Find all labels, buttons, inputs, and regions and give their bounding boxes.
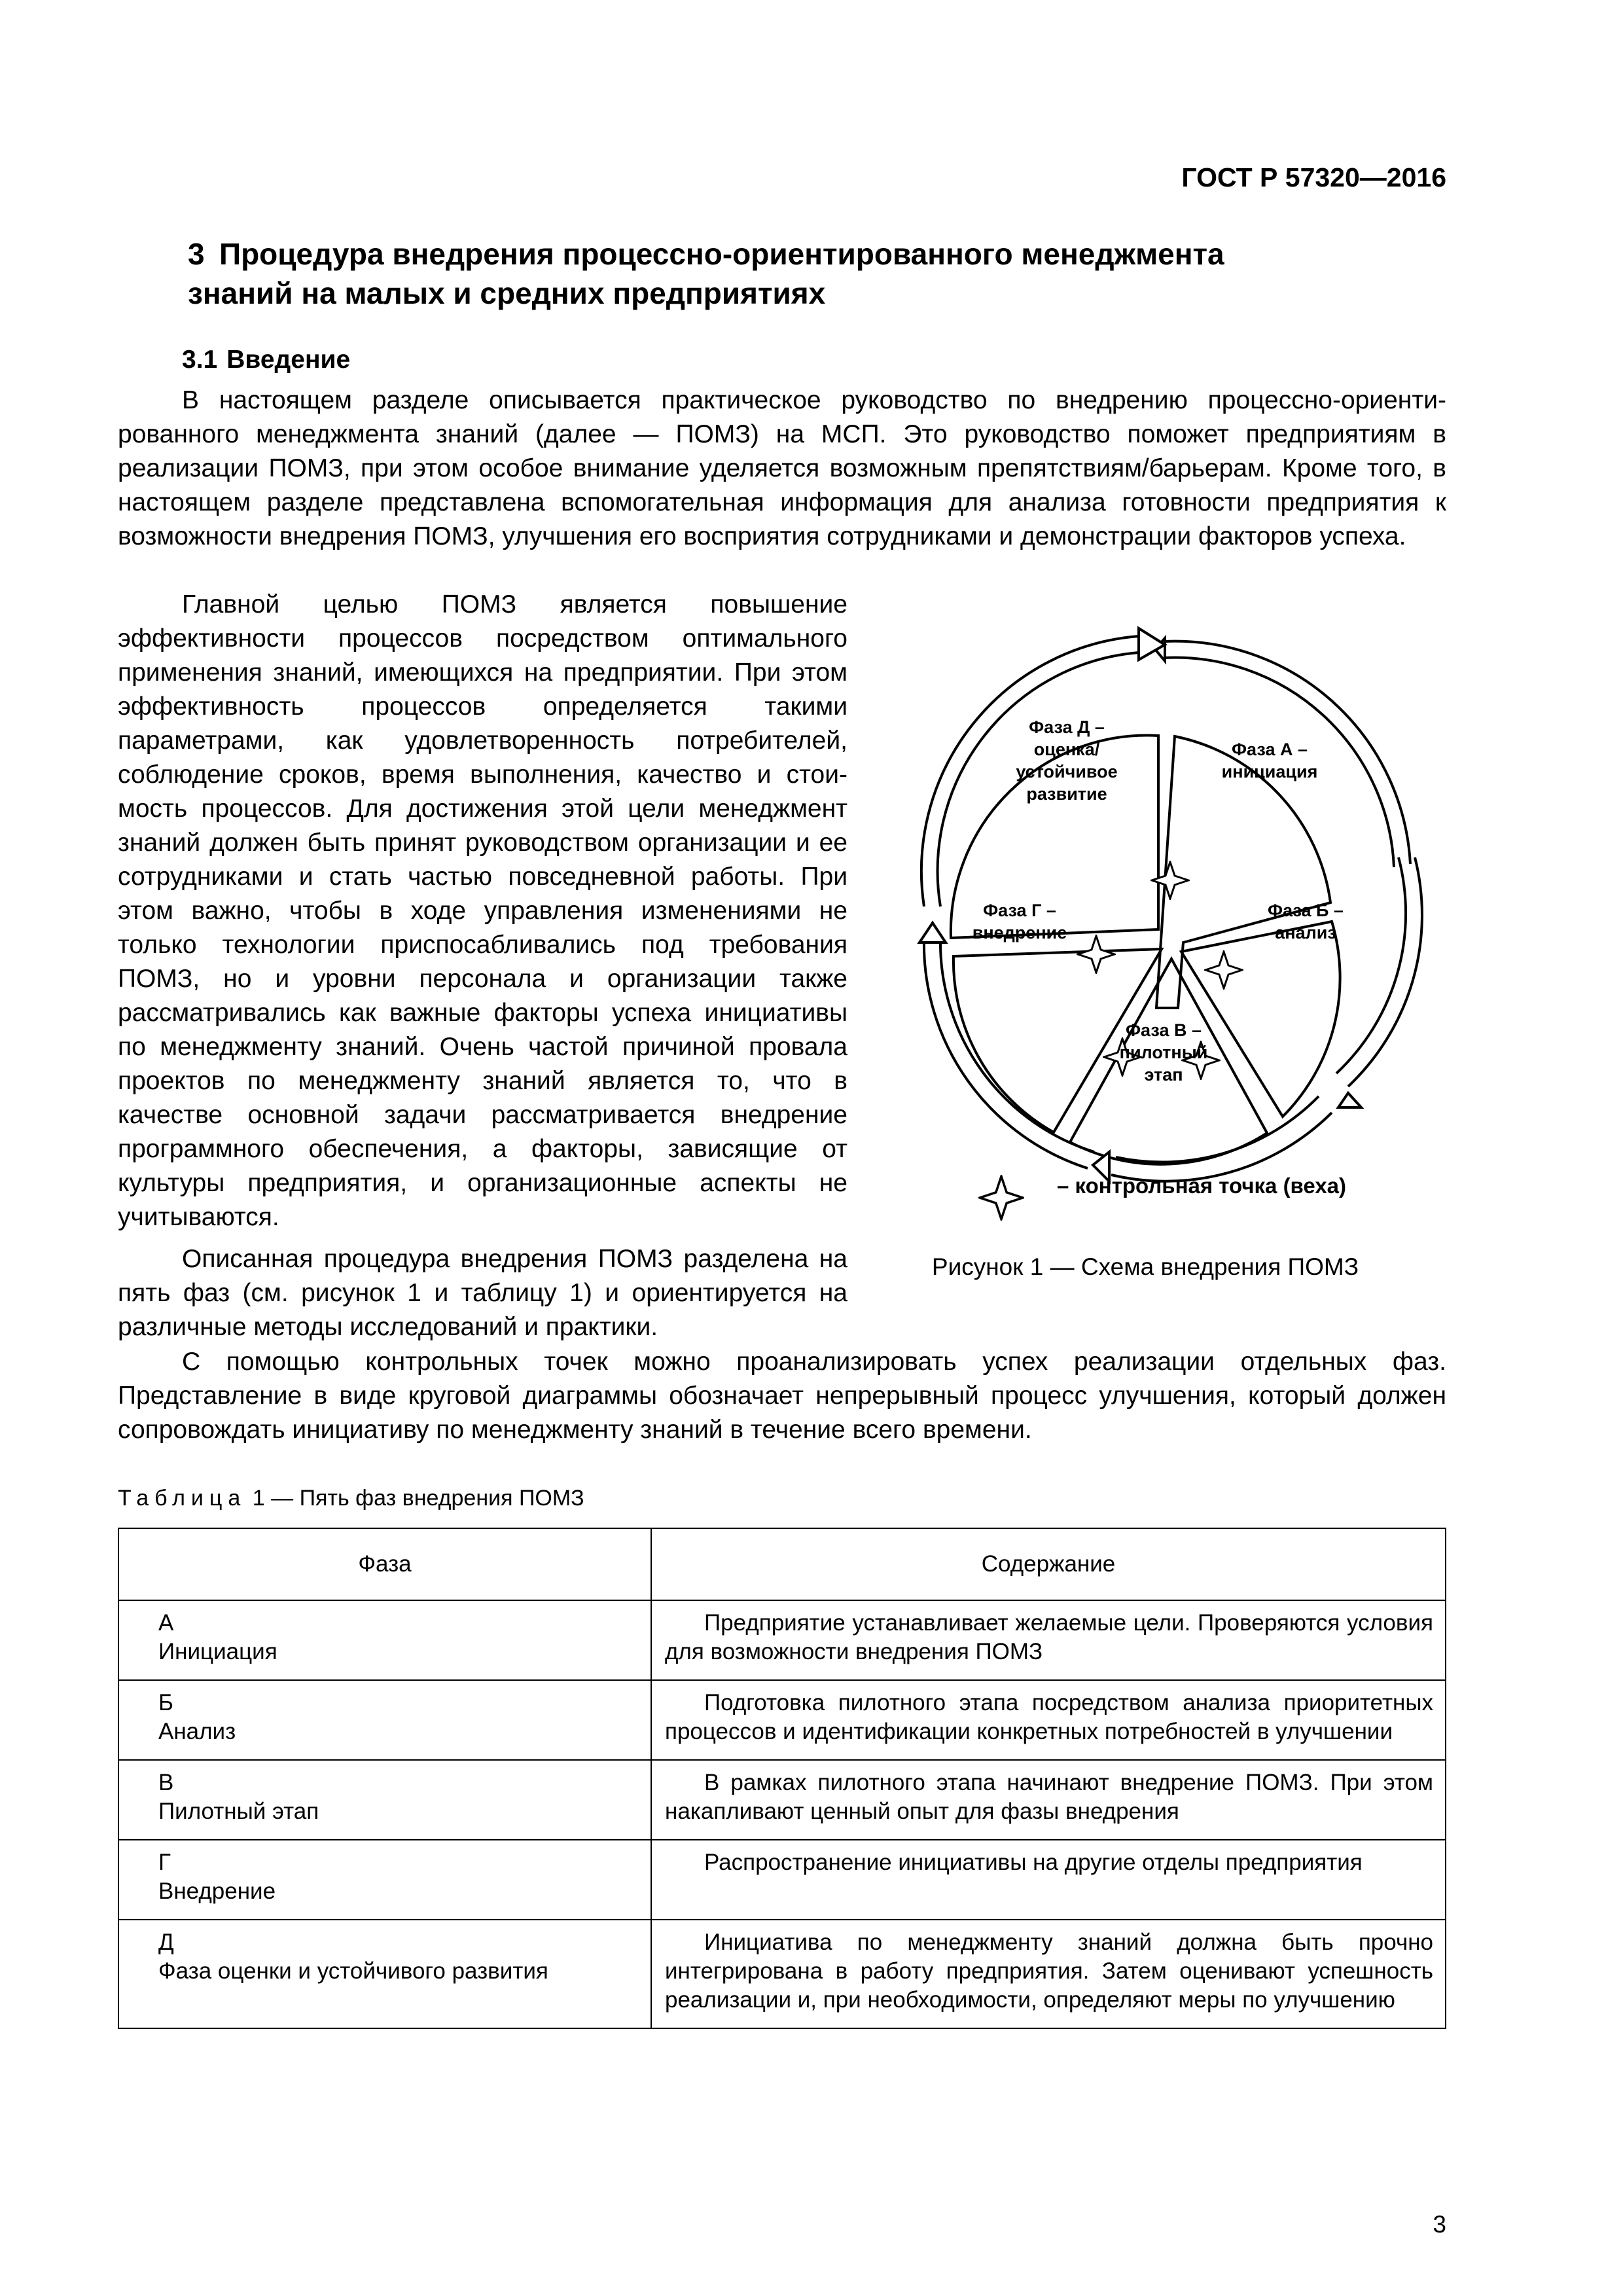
phase-letter: А: [158, 1610, 174, 1636]
phase-content: Подготовка пилотного этапа посредством анализа приоритетных процессов и идентификации конкретных потребностей в улучшении: [665, 1690, 1433, 1744]
phase-name: Фаза оценки и устойчивого развития: [158, 1958, 548, 1984]
segment-d-label-2: оценка/: [1033, 740, 1100, 759]
section-title-line1: Процедура внедрения процессно-ориентированного менеджмента: [219, 237, 1224, 271]
content-cell: [651, 1600, 1446, 1680]
segment-d-label-4: развитие: [1026, 784, 1107, 804]
content-cell: [651, 1920, 1446, 2028]
phase-cell: [118, 1680, 651, 1760]
table-caption-text: 1 — Пять фаз внедрения ПОМЗ: [252, 1486, 584, 1511]
phase-name: Инициация: [158, 1639, 277, 1664]
milestone-star-icon: [1078, 936, 1115, 973]
standard-code: ГОСТ Р 57320—2016: [1181, 162, 1446, 192]
table-row: [118, 1680, 1446, 1760]
phase-content: Распространение инициативы на другие отделы предприятия: [704, 1850, 1363, 1875]
header-content: Содержание: [651, 1528, 1446, 1600]
phase-cell: [118, 1600, 651, 1680]
content-cell: [651, 1760, 1446, 1840]
table-caption: [118, 1486, 584, 1511]
subsection-title: [182, 346, 350, 374]
phase-name: Пилотный этап: [158, 1799, 319, 1824]
phase-cell: [118, 1760, 651, 1840]
milestone-star-icon: [1205, 952, 1242, 988]
paragraph-phases: Описанная процедура внедрения ПОМЗ разделена на пять фаз (см. рисунок 1 и таблицу 1) и ориентируется на различные методы исследований и практики.: [118, 1245, 847, 1341]
segment-d-label-3: устойчивое: [1016, 762, 1118, 781]
figure-caption: Рисунок 1 — Схема внедрения ПОМЗ: [931, 1253, 1359, 1280]
phase-cycle-diagram: [851, 576, 1440, 1230]
segment-d-label-1: Фаза Д –: [1029, 717, 1105, 737]
segment-v-label-1: Фаза В –: [1126, 1020, 1202, 1040]
table-row: [118, 1840, 1446, 1920]
legend-text: – контрольная точка (веха): [1057, 1174, 1347, 1198]
table-caption-label: Таблица: [118, 1486, 247, 1511]
content-cell: [651, 1680, 1446, 1760]
phase-letter: Г: [158, 1850, 171, 1875]
table-header-row: [118, 1528, 1446, 1600]
phase-name: Внедрение: [158, 1878, 276, 1904]
phase-cell: [118, 1920, 651, 2028]
phase-content: Предприятие устанавливает желаемые цели. Проверяются условия для возможности внедрения ПОМЗ: [665, 1610, 1433, 1664]
header-phase: Фаза: [118, 1528, 651, 1600]
page-number: 3: [1433, 2211, 1446, 2238]
phase-content: Инициатива по менеджменту знаний должна быть прочно интегрирована в работу предприятия. Затем оценивают успешность реализации и, при необходимости, определяют меры по улучшению: [665, 1929, 1433, 2013]
segment-g: [954, 949, 1162, 1132]
phases-table: [118, 1528, 1446, 2029]
subsection-number: 3.1: [182, 346, 218, 374]
content-cell: [651, 1840, 1446, 1920]
table-row: [118, 1760, 1446, 1840]
segment-g-label-2: внедрение: [972, 923, 1067, 942]
segment-v-label-2: пилотный: [1119, 1043, 1208, 1062]
phase-letter: В: [158, 1770, 174, 1795]
phase-cell: [118, 1840, 651, 1920]
legend-star-icon: [980, 1176, 1022, 1219]
table-row: [118, 1920, 1446, 2028]
segment-b-label-1: Фаза Б –: [1268, 901, 1344, 920]
segment-v-label-3: этап: [1144, 1065, 1183, 1085]
segment-b-label-2: анализ: [1275, 923, 1336, 942]
paragraph-intro: В настоящем разделе описывается практическое руководство по внедрению процессно-ориентированного менеджмента знаний (далее — ПОМЗ) на МСП. Это руководство поможет предприятиям в реализации ПОМЗ, при этом особое внимание уделяется возможным препятствиям/барьерам. Кроме того, в настоящем разделе представлена вспомогательная информация для анализа готовности предприятия к возможности внедрения ПОМЗ, улучшения его восприятия сотрудниками и демонстрации факторов успеха.: [118, 386, 1446, 550]
subsection-name: Введение: [226, 346, 351, 374]
segment-a-label-1: Фаза А –: [1232, 740, 1308, 759]
table-row: [118, 1600, 1446, 1680]
phase-letter: Б: [158, 1690, 173, 1715]
phase-content: В рамках пилотного этапа начинают внедрение ПОМЗ. При этом накапливают ценный опыт для фазы внедрения: [665, 1770, 1433, 1824]
paragraph-goal: Главной целью ПОМЗ является повышение эффективности процессов посредством оптимального применения знаний, имеющихся на предприятии. При этом эффективность процессов определяется такими параметрами, как удовлетворенность потребителей, соблюдение сроков, время выполнения, качество и стоимость процессов. Для достижения этой цели менеджмент знаний должен быть принят руководством организации и ее сотрудниками и стать частью повседневной работы. При этом важно, чтобы в ходе управления изменениями не только технологии приспосабливались под требования ПОМЗ, но и уровни персонала и организации также рассматривались как важные факторы успеха инициативы по менеджменту знаний. Очень частой причиной провала проектов по менеджменту знаний является то, что в качестве основной задачи рассматривается внедрение программного обеспечения, а факторы, зависящие от культуры предприятия, и организационные аспекты не учитываются.: [118, 590, 847, 1231]
phase-letter: Д: [158, 1929, 174, 1955]
phase-name: Анализ: [158, 1719, 236, 1744]
segment-a-label-2: инициация: [1221, 762, 1318, 781]
section-title: [188, 234, 1431, 313]
section-number: 3: [188, 237, 205, 271]
section-title-line2: знаний на малых и средних предприятиях: [188, 276, 826, 310]
paragraph-control-points: С помощью контрольных точек можно проанализировать успех реализации отдельных фаз. Представление в виде круговой диаграммы обозначает непрерывный процесс улучшения, который должен сопровождать инициативу по менеджменту знаний в течение всего времени.: [118, 1348, 1446, 1444]
segment-g-label-1: Фаза Г –: [983, 901, 1056, 920]
